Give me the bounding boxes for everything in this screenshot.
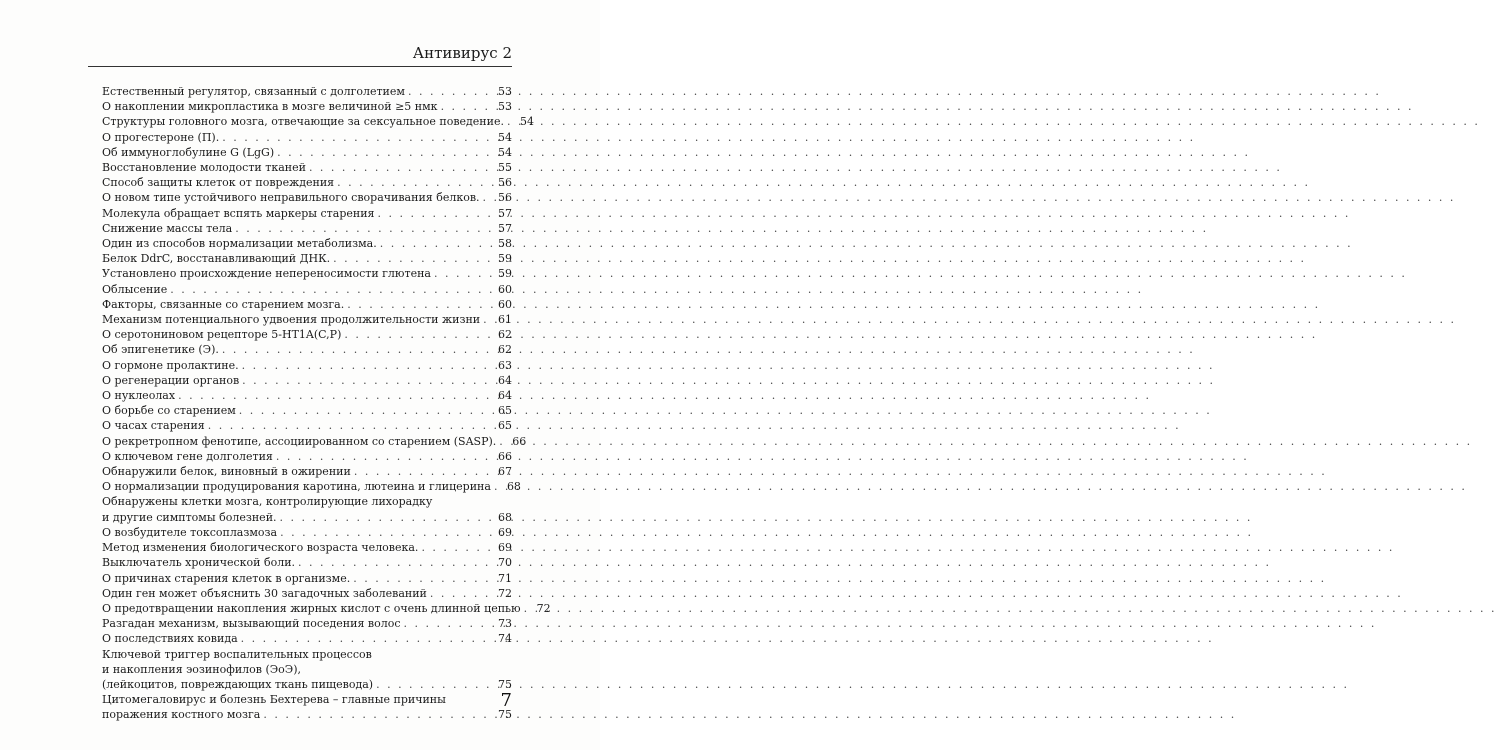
toc-entry bbox=[102, 494, 512, 524]
toc-entry bbox=[102, 358, 512, 373]
toc-entry-line bbox=[102, 631, 512, 646]
toc-entry-title: поражения костного мозга bbox=[102, 708, 261, 722]
toc-entry bbox=[102, 236, 512, 251]
toc-entry-page: 71 bbox=[498, 571, 512, 585]
toc-entry bbox=[102, 251, 512, 266]
dot-leader bbox=[337, 175, 493, 190]
toc-entry-title: Разгадан механизм, вызывающий поседения волос bbox=[102, 617, 401, 631]
toc-entry-line bbox=[102, 266, 512, 281]
toc-entry bbox=[102, 221, 512, 236]
toc-entry bbox=[102, 418, 512, 433]
toc-entry-line bbox=[102, 555, 512, 570]
dot-leader bbox=[178, 388, 493, 403]
toc-entry-page: 54 bbox=[498, 145, 512, 159]
toc-entry-title: Один из способов нормализации метаболизма. bbox=[102, 237, 377, 251]
toc-entry bbox=[102, 449, 512, 464]
toc-entry-title: Белок DdrC, восстанавливающий ДНК. bbox=[102, 252, 331, 266]
toc-entry-title: Об иммуноглобулине G (LgG) bbox=[102, 145, 275, 159]
toc-entry-title: Механизм потенциального удвоения продолжительности жизни bbox=[102, 313, 481, 327]
toc-entry-line bbox=[102, 221, 512, 236]
toc-entry-line bbox=[102, 84, 512, 99]
toc-entry bbox=[102, 312, 512, 327]
toc-entry bbox=[102, 479, 521, 494]
toc-entry-title: Структуры головного мозга, отвечающие за сексуальное поведение. bbox=[102, 115, 504, 129]
toc-entry-title: Выключатель хронической боли. bbox=[102, 556, 296, 570]
toc-entry-page: 66 bbox=[512, 434, 527, 448]
toc-entry-page: 54 bbox=[498, 130, 512, 144]
toc-entry-title: Один ген может объяснить 30 загадочных заболеваний bbox=[102, 586, 427, 600]
page-number: 7 bbox=[500, 690, 512, 711]
toc-entry-line bbox=[102, 449, 512, 464]
toc-entry-page: 59 bbox=[498, 252, 512, 266]
dot-leader bbox=[524, 601, 532, 616]
toc-entry bbox=[102, 206, 512, 221]
dot-leader bbox=[241, 631, 493, 646]
toc-entry-line bbox=[102, 160, 512, 175]
toc-entry-page: 64 bbox=[498, 373, 512, 387]
toc-entry-title: Снижение массы тела bbox=[102, 221, 233, 235]
dot-leader bbox=[208, 418, 493, 433]
toc-entry-line bbox=[102, 282, 512, 297]
toc-entry-title: О гормоне пролактине. bbox=[102, 358, 239, 372]
dot-leader bbox=[499, 434, 507, 449]
toc-entry-page: 75 bbox=[498, 677, 512, 691]
toc-entry bbox=[102, 114, 534, 129]
toc-entry-title: Установлено происхождение непереносимости глютена bbox=[102, 267, 431, 281]
toc-entry-line bbox=[102, 99, 512, 114]
toc-entry-title: О ключевом гене долголетия bbox=[102, 449, 273, 463]
toc-entry-page: 54 bbox=[519, 115, 534, 129]
toc-entry bbox=[102, 434, 527, 449]
dot-leader bbox=[344, 327, 493, 342]
toc-entry-page: 69 bbox=[498, 541, 512, 555]
toc-entry-line bbox=[102, 571, 512, 586]
toc-entry bbox=[102, 647, 512, 693]
toc-entry-line bbox=[102, 418, 512, 433]
toc-entry bbox=[102, 540, 512, 555]
toc-entry-title: О возбудителе токсоплазмоза bbox=[102, 525, 278, 539]
toc-entry bbox=[102, 388, 512, 403]
toc-entry-line bbox=[102, 236, 512, 251]
toc-entry-line bbox=[102, 434, 527, 449]
dot-leader bbox=[235, 221, 493, 236]
toc-entry-page: 72 bbox=[498, 586, 512, 600]
dot-leader bbox=[353, 571, 493, 586]
toc-entry-page: 65 bbox=[498, 404, 512, 418]
dot-leader bbox=[263, 707, 493, 722]
toc-entry bbox=[102, 190, 512, 205]
dot-leader bbox=[309, 160, 493, 175]
toc-entry-line bbox=[102, 297, 512, 312]
toc-entry-page: 56 bbox=[498, 191, 512, 205]
dot-leader bbox=[430, 586, 493, 601]
toc-entry-page: 53 bbox=[498, 100, 512, 114]
toc-entry-line bbox=[102, 388, 512, 403]
toc-entry-page: 65 bbox=[498, 419, 512, 433]
toc-entry-line bbox=[102, 327, 512, 342]
dot-leader bbox=[242, 358, 493, 373]
toc-entry bbox=[102, 571, 512, 586]
toc-entry-page: 69 bbox=[498, 525, 512, 539]
toc-entry-title: (лейкоцитов, повреждающих ткань пищевода) bbox=[102, 677, 374, 691]
toc-entry-title: О причинах старения клеток в организме. bbox=[102, 571, 351, 585]
toc-entry-title: О предотвращении накопления жирных кислот с очень длинной цепью bbox=[102, 601, 521, 615]
toc-entry-page: 56 bbox=[498, 176, 512, 190]
toc-entry-line bbox=[102, 403, 512, 418]
toc-entry-line bbox=[102, 145, 512, 160]
dot-leader bbox=[494, 479, 502, 494]
toc-entry-title: О нуклеолах bbox=[102, 389, 176, 403]
toc-entry bbox=[102, 327, 512, 342]
toc-entry-page: 66 bbox=[498, 449, 512, 463]
toc-entry-title: Способ защиты клеток от повреждения bbox=[102, 176, 335, 190]
toc-entry bbox=[102, 266, 512, 281]
toc-entry-page: 58 bbox=[498, 237, 512, 251]
toc-entry bbox=[102, 692, 512, 722]
dot-leader bbox=[347, 297, 493, 312]
dot-leader bbox=[239, 403, 493, 418]
toc-entry bbox=[102, 282, 512, 297]
toc-entry-page: 57 bbox=[498, 221, 512, 235]
toc-entry-page: 75 bbox=[498, 708, 512, 722]
toc-entry-title: О прогестероне (П). bbox=[102, 130, 220, 144]
toc-entry-title: Восстановление молодости тканей bbox=[102, 161, 306, 175]
toc-entry-line bbox=[102, 373, 512, 388]
dot-leader bbox=[298, 555, 493, 570]
toc-entry bbox=[102, 99, 512, 114]
table-of-contents bbox=[102, 84, 551, 723]
toc-entry-page: 70 bbox=[498, 556, 512, 570]
dot-leader bbox=[222, 342, 493, 357]
toc-entry-title: Метод изменения биологического возраста человека. bbox=[102, 541, 419, 555]
toc-entry bbox=[102, 403, 512, 418]
toc-entry-page: 68 bbox=[498, 510, 512, 524]
toc-entry-line bbox=[102, 494, 512, 509]
toc-entry-line bbox=[102, 662, 512, 677]
toc-entry-page: 60 bbox=[498, 282, 512, 296]
toc-entry-line bbox=[102, 707, 512, 722]
toc-entry-line bbox=[102, 342, 512, 357]
toc-entry-line bbox=[102, 586, 512, 601]
toc-entry-line bbox=[102, 677, 512, 692]
dot-leader bbox=[333, 251, 493, 266]
toc-entry-title: О новом типе устойчивого неправильного сворачивания белков. bbox=[102, 191, 480, 205]
toc-entry-title: О борьбе со старением bbox=[102, 404, 236, 418]
toc-entry-title: О серотониновом рецепторе 5-HT1A(C,P) bbox=[102, 328, 342, 342]
toc-entry bbox=[102, 631, 512, 646]
toc-entry-title: Молекула обращает вспять маркеры старения bbox=[102, 206, 375, 220]
dot-leader bbox=[408, 84, 493, 99]
toc-entry bbox=[102, 601, 551, 616]
toc-entry-title: О регенерации органов bbox=[102, 373, 240, 387]
book-page bbox=[0, 0, 600, 750]
dot-leader bbox=[280, 525, 493, 540]
toc-entry-line bbox=[102, 525, 512, 540]
toc-entry-line bbox=[102, 358, 512, 373]
dot-leader bbox=[242, 373, 493, 388]
toc-entry-page: 72 bbox=[536, 601, 551, 615]
toc-entry-page: 68 bbox=[506, 480, 521, 494]
toc-entry-title: Ключевой триггер воспалительных процессов bbox=[102, 647, 372, 661]
toc-entry-page: 62 bbox=[498, 328, 512, 342]
toc-entry bbox=[102, 586, 512, 601]
toc-entry-line bbox=[102, 540, 512, 555]
toc-entry-title: Факторы, связанные со старением мозга. bbox=[102, 297, 345, 311]
toc-entry-page: 63 bbox=[498, 358, 512, 372]
toc-entry-line bbox=[102, 175, 512, 190]
toc-entry-line bbox=[102, 312, 512, 327]
dot-leader bbox=[483, 190, 493, 205]
toc-entry-line bbox=[102, 479, 521, 494]
toc-entry-page: 62 bbox=[498, 343, 512, 357]
toc-entry-page: 55 bbox=[498, 161, 512, 175]
toc-entry-title: О рекретропном фенотипе, ассоциированном со старением (SASP). bbox=[102, 434, 497, 448]
toc-entry bbox=[102, 555, 512, 570]
toc-entry-title: Обнаружены клетки мозга, контролирующие лихорадку bbox=[102, 495, 433, 509]
running-header-title: Антивирус 2 bbox=[412, 44, 512, 62]
toc-entry-page: 73 bbox=[498, 617, 512, 631]
toc-entry-title: О часах старения bbox=[102, 419, 205, 433]
toc-entry-line bbox=[102, 692, 512, 707]
toc-entry-title: Цитомегаловирус и болезнь Бехтерева – главные причины bbox=[102, 693, 446, 707]
toc-entry-line bbox=[102, 251, 512, 266]
toc-entry-line bbox=[102, 114, 534, 129]
toc-entry bbox=[102, 616, 512, 631]
toc-entry bbox=[102, 373, 512, 388]
dot-leader bbox=[434, 266, 493, 281]
toc-entry-line bbox=[102, 616, 512, 631]
toc-entry-line bbox=[102, 130, 512, 145]
dot-leader bbox=[376, 677, 493, 692]
toc-entry-title: и другие симптомы болезней. bbox=[102, 510, 277, 524]
toc-entry bbox=[102, 145, 512, 160]
dot-leader bbox=[380, 236, 493, 251]
toc-entry-line bbox=[102, 601, 551, 616]
toc-entry bbox=[102, 175, 512, 190]
toc-entry-line bbox=[102, 464, 512, 479]
dot-leader bbox=[421, 540, 493, 555]
toc-entry bbox=[102, 525, 512, 540]
toc-entry-title: О последствиях ковида bbox=[102, 632, 238, 646]
toc-entry-title: Облысение bbox=[102, 282, 168, 296]
toc-entry-title: Обнаружили белок, виновный в ожирении bbox=[102, 465, 351, 479]
dot-leader bbox=[441, 99, 493, 114]
toc-entry-line bbox=[102, 206, 512, 221]
toc-entry-page: 67 bbox=[498, 465, 512, 479]
dot-leader bbox=[507, 114, 515, 129]
toc-entry bbox=[102, 342, 512, 357]
toc-entry-title: и накопления эозинофилов (ЭоЭ), bbox=[102, 662, 301, 676]
toc-entry-page: 61 bbox=[498, 313, 512, 327]
dot-leader bbox=[354, 464, 493, 479]
toc-entry-page: 53 bbox=[498, 85, 512, 98]
toc-entry-title: О накоплении микропластика в мозге величиной ≥5 нмк bbox=[102, 100, 438, 114]
toc-entry bbox=[102, 130, 512, 145]
toc-entry-line bbox=[102, 510, 512, 525]
dot-leader bbox=[170, 282, 493, 297]
dot-leader bbox=[483, 312, 493, 327]
toc-entry-page: 74 bbox=[498, 632, 512, 646]
dot-leader bbox=[404, 616, 494, 631]
toc-entry-page: 59 bbox=[498, 267, 512, 281]
toc-entry-page: 60 bbox=[498, 297, 512, 311]
toc-entry bbox=[102, 464, 512, 479]
toc-entry-page: 64 bbox=[498, 389, 512, 403]
toc-entry-line bbox=[102, 647, 512, 662]
toc-entry-line bbox=[102, 190, 512, 205]
toc-entry bbox=[102, 84, 512, 99]
toc-entry bbox=[102, 297, 512, 312]
toc-entry-title: О нормализации продуцирования каротина, лютеина и глицерина bbox=[102, 480, 491, 494]
toc-entry-title: Естественный регулятор, связанный с долголетием bbox=[102, 85, 405, 98]
dot-leader bbox=[277, 145, 493, 160]
dot-leader bbox=[280, 510, 493, 525]
dot-leader bbox=[276, 449, 493, 464]
dot-leader bbox=[222, 130, 493, 145]
header-rule bbox=[88, 66, 512, 67]
dot-leader bbox=[377, 206, 493, 221]
toc-entry-page: 57 bbox=[498, 206, 512, 220]
toc-entry bbox=[102, 160, 512, 175]
toc-entry-title: Об эпигенетике (Э). bbox=[102, 343, 219, 357]
